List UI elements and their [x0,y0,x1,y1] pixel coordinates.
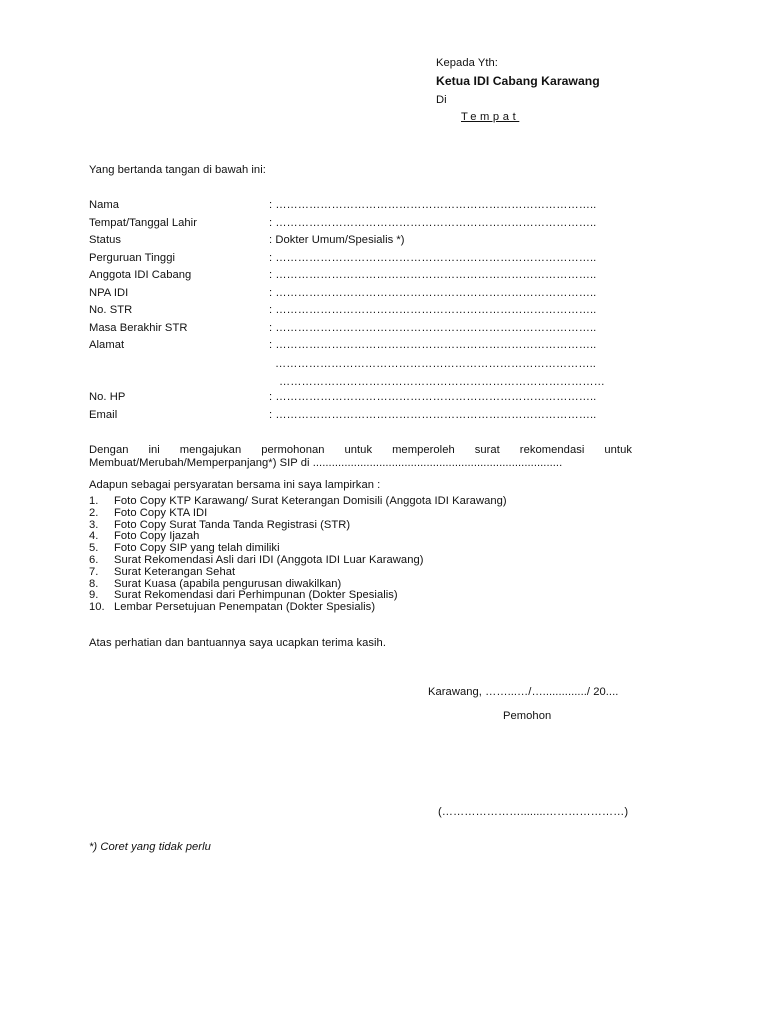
requirement-text: Surat Rekomendasi dari Perhimpunan (Dokter Spesialis) [114,589,398,602]
field-str-expiry-label: Masa Berakhir STR [89,321,188,334]
intro-text: Yang bertanda tangan di bawah ini: [89,164,266,176]
applicant-label: Pemohon [503,710,552,722]
requirement-number: 6. [89,553,99,566]
field-name-label: Nama [89,199,120,211]
field-name-value: : ………………………………………………………………………….. [269,199,597,211]
requirement-item [89,567,549,579]
address-continuation-line: …………………………………………………………………………… [279,376,605,388]
recipient-place: Tempat [461,111,520,123]
field-birth-label: Tempat/Tanggal Lahir [89,216,197,229]
field-str-label: No. STR [89,304,133,316]
requirement-number: 5. [89,542,99,555]
field-birth-value: : ………………………………………………………………………….. [269,216,597,229]
recipient-name: Ketua IDI Cabang Karawang [436,74,600,88]
place-date-line: Karawang, ……...…/…............../ 20.... [428,686,619,698]
requirement-number: 10. [89,601,105,614]
requirement-number: 1. [89,495,99,507]
requirement-number: 3. [89,518,99,531]
requirement-number: 8. [89,577,99,590]
requirement-text: Surat Keterangan Sehat [114,565,236,578]
requirement-number: 2. [89,506,99,519]
requirement-text: Surat Kuasa (apabila pengurusan diwakilkan) [114,577,342,590]
request-line-1: Dengan ini mengajukan permohonan untuk memperoleh surat rekomendasi untuk [89,444,632,456]
identity-fields [0,198,768,358]
closing-text: Atas perhatian dan bantuannya saya ucapkan terima kasih. [89,637,386,649]
signature-line: (…………………........…………………) [438,806,629,818]
requirement-number: 9. [89,589,99,602]
address-continuation-line: ………………………………………………………………………….. [275,358,596,370]
field-idi-branch-label: Anggota IDI Cabang [89,269,192,281]
requirement-text: Lembar Persetujuan Penempatan (Dokter Spesialis) [114,601,376,614]
field-phone-value: : ………………………………………………………………………….. [269,391,597,403]
field-npa-value: : ………………………………………………………………………….. [269,286,597,299]
request-line-2: Membuat/Merubah/Memperpanjang*) SIP di ............................................................................... [89,457,563,469]
recipient-salutation: Kepada Yth: [436,57,498,69]
field-npa-label: NPA IDI [89,286,129,299]
requirement-item [89,602,549,614]
field-idi-branch-value: : ………………………………………………………………………….. [269,269,597,281]
requirement-item [89,508,549,520]
requirements-list [89,496,549,614]
requirement-text: Foto Copy KTP Karawang/ Surat Keterangan Domisili (Anggota IDI Karawang) [114,495,507,507]
requirements-intro: Adapun sebagai persyaratan bersama ini saya lampirkan : [89,479,381,491]
requirement-text: Surat Rekomendasi Asli dari IDI (Anggota IDI Luar Karawang) [114,553,424,566]
requirement-text: Foto Copy KTA IDI [114,506,208,519]
requirement-text: Foto Copy Surat Tanda Tanda Registrasi (STR) [114,518,351,531]
field-address-value: : ………………………………………………………………………….. [269,339,597,351]
field-email-value: : ………………………………………………………………………….. [269,409,597,421]
field-address-label: Alamat [89,339,125,351]
field-str-value: : ………………………………………………………………………….. [269,304,597,316]
requirement-text: Foto Copy SIP yang telah dimiliki [114,542,280,555]
requirement-text: Foto Copy Ijazah [114,530,200,543]
field-str-expiry-value: : ………………………………………………………………………….. [269,321,597,334]
requirement-number: 7. [89,565,99,578]
field-university-label: Perguruan Tinggi [89,251,176,264]
requirement-item [89,555,549,567]
field-phone-label: No. HP [89,391,126,403]
field-university-value: : ………………………………………………………………………….. [269,251,597,264]
field-status-label: Status [89,234,122,246]
requirement-number: 4. [89,530,99,543]
footnote: *) Coret yang tidak perlu [89,841,211,853]
recipient-di: Di [436,94,447,106]
field-status-value: : Dokter Umum/Spesialis *) [269,234,405,246]
field-email-label: Email [89,409,118,421]
